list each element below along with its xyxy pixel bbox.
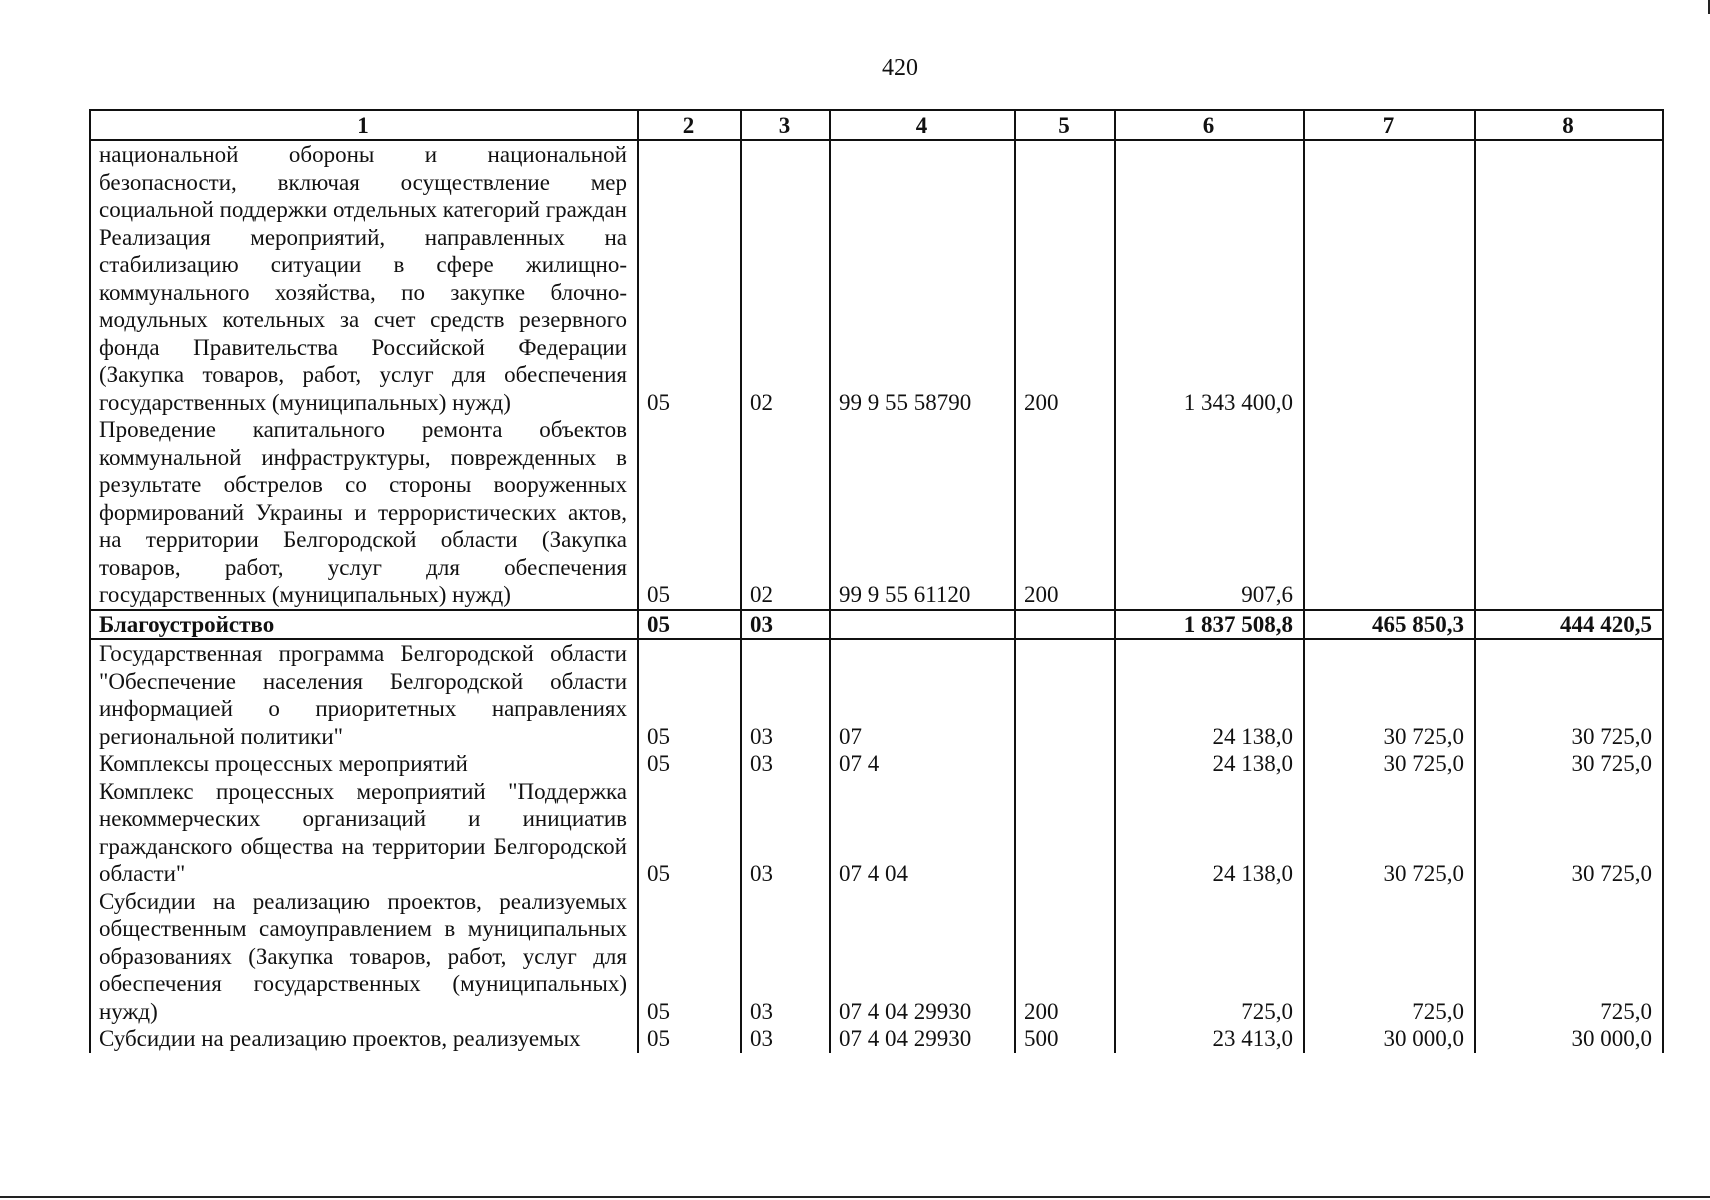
row-expense-type: 500 — [1015, 1025, 1115, 1053]
table-row — [90, 888, 1663, 1026]
row-subsection: 03 — [741, 888, 830, 1026]
row-amount-col7: 30 000,0 — [1304, 1025, 1475, 1053]
row-amount-col8: 30 725,0 — [1475, 750, 1663, 778]
row-section — [638, 140, 741, 224]
row-subsection: 03 — [741, 639, 830, 750]
row-target-code: 07 4 04 — [830, 778, 1015, 888]
row-amount-col7: 725,0 — [1304, 888, 1475, 1026]
row-name: Проведение капитального ремонта объектов коммунальной инфраструктуры, поврежденных в результате обстрелов со стороны вооруженных формирований Украины и террористических актов, на территории Белгородской области (Закупка товаров, работ, услуг для обеспечения государственных (муниципальных) нужд) — [90, 416, 638, 610]
page-number: 420 — [882, 55, 918, 81]
header-col-3: 3 — [741, 110, 830, 140]
header-col-2: 2 — [638, 110, 741, 140]
row-section: 05 — [638, 888, 741, 1026]
row-amount-col8: 725,0 — [1475, 888, 1663, 1026]
row-subsection: 03 — [741, 750, 830, 778]
row-name: национальной обороны и национальной безопасности, включая осуществление мер социальной поддержки отдельных категорий граждан — [90, 140, 638, 224]
row-expense-type: 200 — [1015, 888, 1115, 1026]
header-col-4: 4 — [830, 110, 1015, 140]
row-target-code: 99 9 55 58790 — [830, 224, 1015, 417]
row-amount-col6: 24 138,0 — [1115, 750, 1304, 778]
row-name: Субсидии на реализацию проектов, реализуемых — [90, 1025, 638, 1053]
row-target-code: 07 4 04 29930 — [830, 1025, 1015, 1053]
row-expense-type: 200 — [1015, 224, 1115, 417]
row-section: 05 — [638, 778, 741, 888]
row-subsection: 02 — [741, 416, 830, 610]
row-name: Благоустройство — [90, 610, 638, 640]
row-amount-col7: 30 725,0 — [1304, 750, 1475, 778]
row-target-code: 07 4 04 29930 — [830, 888, 1015, 1026]
row-amount-col6: 24 138,0 — [1115, 639, 1304, 750]
row-subsection: 03 — [741, 610, 830, 640]
table-row — [90, 416, 1663, 610]
table-row — [90, 140, 1663, 224]
row-amount-col7 — [1304, 416, 1475, 610]
row-amount-col6: 1 837 508,8 — [1115, 610, 1304, 640]
row-section: 05 — [638, 610, 741, 640]
row-amount-col6: 23 413,0 — [1115, 1025, 1304, 1053]
row-target-code — [830, 610, 1015, 640]
row-section: 05 — [638, 416, 741, 610]
header-col-1: 1 — [90, 110, 638, 140]
table-row — [90, 750, 1663, 778]
row-amount-col6: 725,0 — [1115, 888, 1304, 1026]
row-subsection: 03 — [741, 1025, 830, 1053]
row-name: Комплекс процессных мероприятий "Поддержка некоммерческих организаций и инициатив гражданского общества на территории Белгородской области" — [90, 778, 638, 888]
row-amount-col8 — [1475, 140, 1663, 224]
row-amount-col6: 24 138,0 — [1115, 778, 1304, 888]
header-col-7: 7 — [1304, 110, 1475, 140]
table-row — [90, 1025, 1663, 1053]
row-expense-type — [1015, 778, 1115, 888]
row-section: 05 — [638, 224, 741, 417]
row-expense-type — [1015, 140, 1115, 224]
page-bottom-line — [0, 1196, 1710, 1198]
row-amount-col8: 30 725,0 — [1475, 778, 1663, 888]
row-name: Государственная программа Белгородской области "Обеспечение населения Белгородской области информацией о приоритетных направлениях региональной политики" — [90, 639, 638, 750]
row-amount-col6: 1 343 400,0 — [1115, 224, 1304, 417]
header-col-6: 6 — [1115, 110, 1304, 140]
row-section: 05 — [638, 750, 741, 778]
row-amount-col7 — [1304, 224, 1475, 417]
row-subsection: 02 — [741, 224, 830, 417]
row-amount-col8 — [1475, 224, 1663, 417]
row-target-code — [830, 140, 1015, 224]
budget-table-container — [89, 109, 1662, 1109]
table-row — [90, 224, 1663, 417]
row-expense-type — [1015, 750, 1115, 778]
row-expense-type — [1015, 610, 1115, 640]
table-row-section-total — [90, 610, 1663, 640]
row-name: Реализация мероприятий, направленных на стабилизацию ситуации в сфере жилищно-коммунального хозяйства, по закупке блочно-модульных котельных за счет средств резервного фонда Правительства Российской Федерации (Закупка товаров, работ, услуг для обеспечения государственных (муниципальных) нужд) — [90, 224, 638, 417]
row-name: Комплексы процессных мероприятий — [90, 750, 638, 778]
row-amount-col7: 465 850,3 — [1304, 610, 1475, 640]
row-section: 05 — [638, 639, 741, 750]
row-subsection: 03 — [741, 778, 830, 888]
row-subsection — [741, 140, 830, 224]
header-col-5: 5 — [1015, 110, 1115, 140]
row-expense-type — [1015, 639, 1115, 750]
row-target-code: 99 9 55 61120 — [830, 416, 1015, 610]
budget-table — [89, 109, 1664, 1053]
row-amount-col8 — [1475, 416, 1663, 610]
row-amount-col6 — [1115, 140, 1304, 224]
table-row — [90, 778, 1663, 888]
row-amount-col7: 30 725,0 — [1304, 778, 1475, 888]
row-amount-col8: 30 000,0 — [1475, 1025, 1663, 1053]
row-amount-col7 — [1304, 140, 1475, 224]
row-expense-type: 200 — [1015, 416, 1115, 610]
header-col-8: 8 — [1475, 110, 1663, 140]
row-target-code: 07 — [830, 639, 1015, 750]
row-name: Субсидии на реализацию проектов, реализуемых общественным самоуправлением в муниципальных образованиях (Закупка товаров, работ, услуг для обеспечения государственных (муниципальных) нужд) — [90, 888, 638, 1026]
header-row — [90, 110, 1663, 140]
row-target-code: 07 4 — [830, 750, 1015, 778]
row-amount-col6: 907,6 — [1115, 416, 1304, 610]
row-section: 05 — [638, 1025, 741, 1053]
row-amount-col7: 30 725,0 — [1304, 639, 1475, 750]
row-amount-col8: 30 725,0 — [1475, 639, 1663, 750]
row-amount-col8: 444 420,5 — [1475, 610, 1663, 640]
table-row — [90, 639, 1663, 750]
